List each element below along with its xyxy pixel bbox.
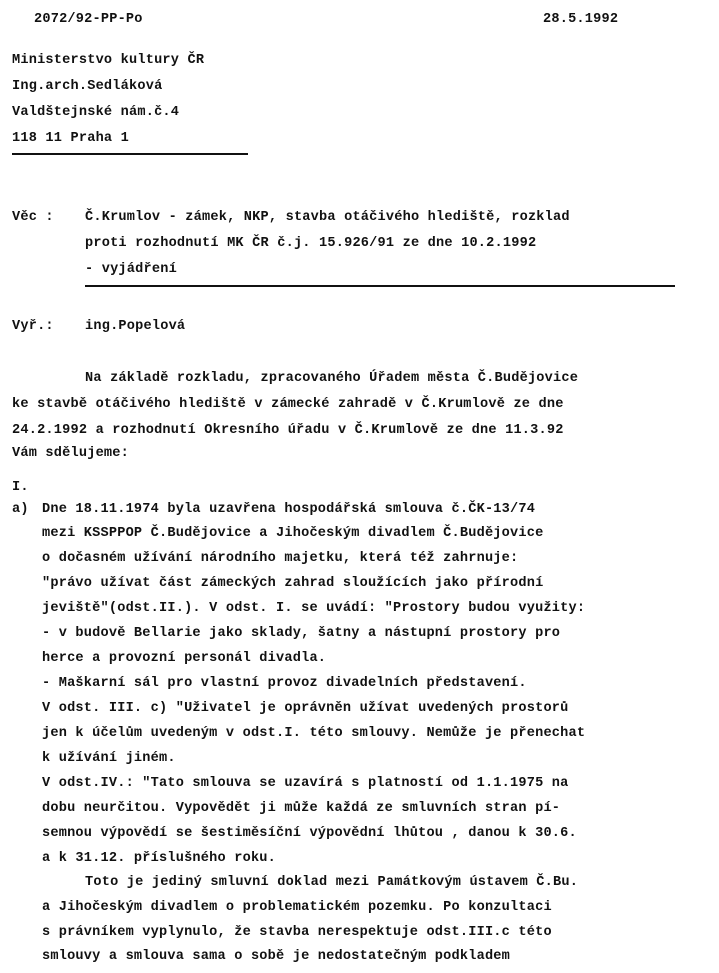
paragraph-line: Toto je jediný smluvní doklad mezi Památkovým ústavem Č.Bu.: [85, 875, 579, 890]
item-line: jen k účelům uvedeným v odst.I. této smlouvy. Nemůže je přenechat: [42, 726, 586, 741]
item-line: mezi KSSPPOP Č.Budějovice a Jihočeským divadlem Č.Budějovice: [42, 526, 544, 541]
item-line: - v budově Bellarie jako sklady, šatny a nástupní prostory pro: [42, 626, 561, 641]
item-marker: a): [12, 502, 29, 517]
subject-label: Věc :: [12, 210, 54, 225]
paragraph-line: smlouvy a smlouva sama o sobě je nedostatečným podkladem: [42, 949, 511, 964]
paragraph-line: Na základě rozkladu, zpracovaného Úřadem města Č.Budějovice: [85, 371, 579, 386]
paragraph-line: 24.2.1992 a rozhodnutí Okresního úřadu v Č.Krumlově ze dne 11.3.92: [12, 423, 564, 438]
item-line: V odst. III. c) "Uživatel je oprávněn užívat uvedených prostorů: [42, 701, 569, 716]
item-line: semnou výpovědí se šestiměsíční výpovědní lhůtou , danou k 30.6.: [42, 826, 577, 841]
paragraph-line: Vám sdělujeme:: [12, 446, 130, 461]
paragraph-line: ke stavbě otáčivého hlediště v zámecké zahradě v Č.Krumlově ze dne: [12, 397, 564, 412]
item-line: o dočasném užívání národního majetku, která též zahrnuje:: [42, 551, 519, 566]
handler-name: ing.Popelová: [85, 319, 186, 334]
subject-line: Č.Krumlov - zámek, NKP, stavba otáčivého hlediště, rozklad: [85, 210, 570, 225]
addressee-line: Ing.arch.Sedláková: [12, 79, 163, 94]
item-line: dobu neurčitou. Vypovědět ji může každá ze smluvních stran pí-: [42, 801, 561, 816]
addressee-line: 118 11 Praha 1: [12, 131, 130, 146]
item-line: Dne 18.11.1974 byla uzavřena hospodářská smlouva č.ČK-13/74: [42, 502, 536, 517]
section-numeral: I.: [12, 480, 29, 495]
handler-label: Vyř.:: [12, 319, 54, 334]
item-line: herce a provozní personál divadla.: [42, 651, 327, 666]
addressee-underline: [12, 153, 248, 155]
subject-line: proti rozhodnutí MK ČR č.j. 15.926/91 ze dne 10.2.1992: [85, 236, 537, 251]
reference-number: 2072/92-PP-Po: [34, 12, 143, 27]
paragraph-line: a Jihočeským divadlem o problematickém pozemku. Po konzultaci: [42, 900, 552, 915]
item-line: jeviště"(odst.II.). V odst. I. se uvádí: "Prostory budou využity:: [42, 601, 586, 616]
item-line: a k 31.12. příslušného roku.: [42, 851, 277, 866]
paragraph-line: s právníkem vyplynulo, že stavba nerespektuje odst.III.c této: [42, 925, 552, 940]
addressee-line: Ministerstvo kultury ČR: [12, 53, 205, 68]
addressee-line: Valdštejnské nám.č.4: [12, 105, 180, 120]
item-line: V odst.IV.: "Tato smlouva se uzavírá s platností od 1.1.1975 na: [42, 776, 569, 791]
item-line: "právo užívat část zámeckých zahrad sloužících jako přírodní: [42, 576, 544, 591]
letter-date: 28.5.1992: [543, 12, 619, 27]
subject-line: - vyjádření: [85, 262, 177, 277]
item-line: k užívání jiném.: [42, 751, 176, 766]
item-line: - Maškarní sál pro vlastní provoz divadelních představení.: [42, 676, 527, 691]
subject-underline: [85, 285, 675, 287]
